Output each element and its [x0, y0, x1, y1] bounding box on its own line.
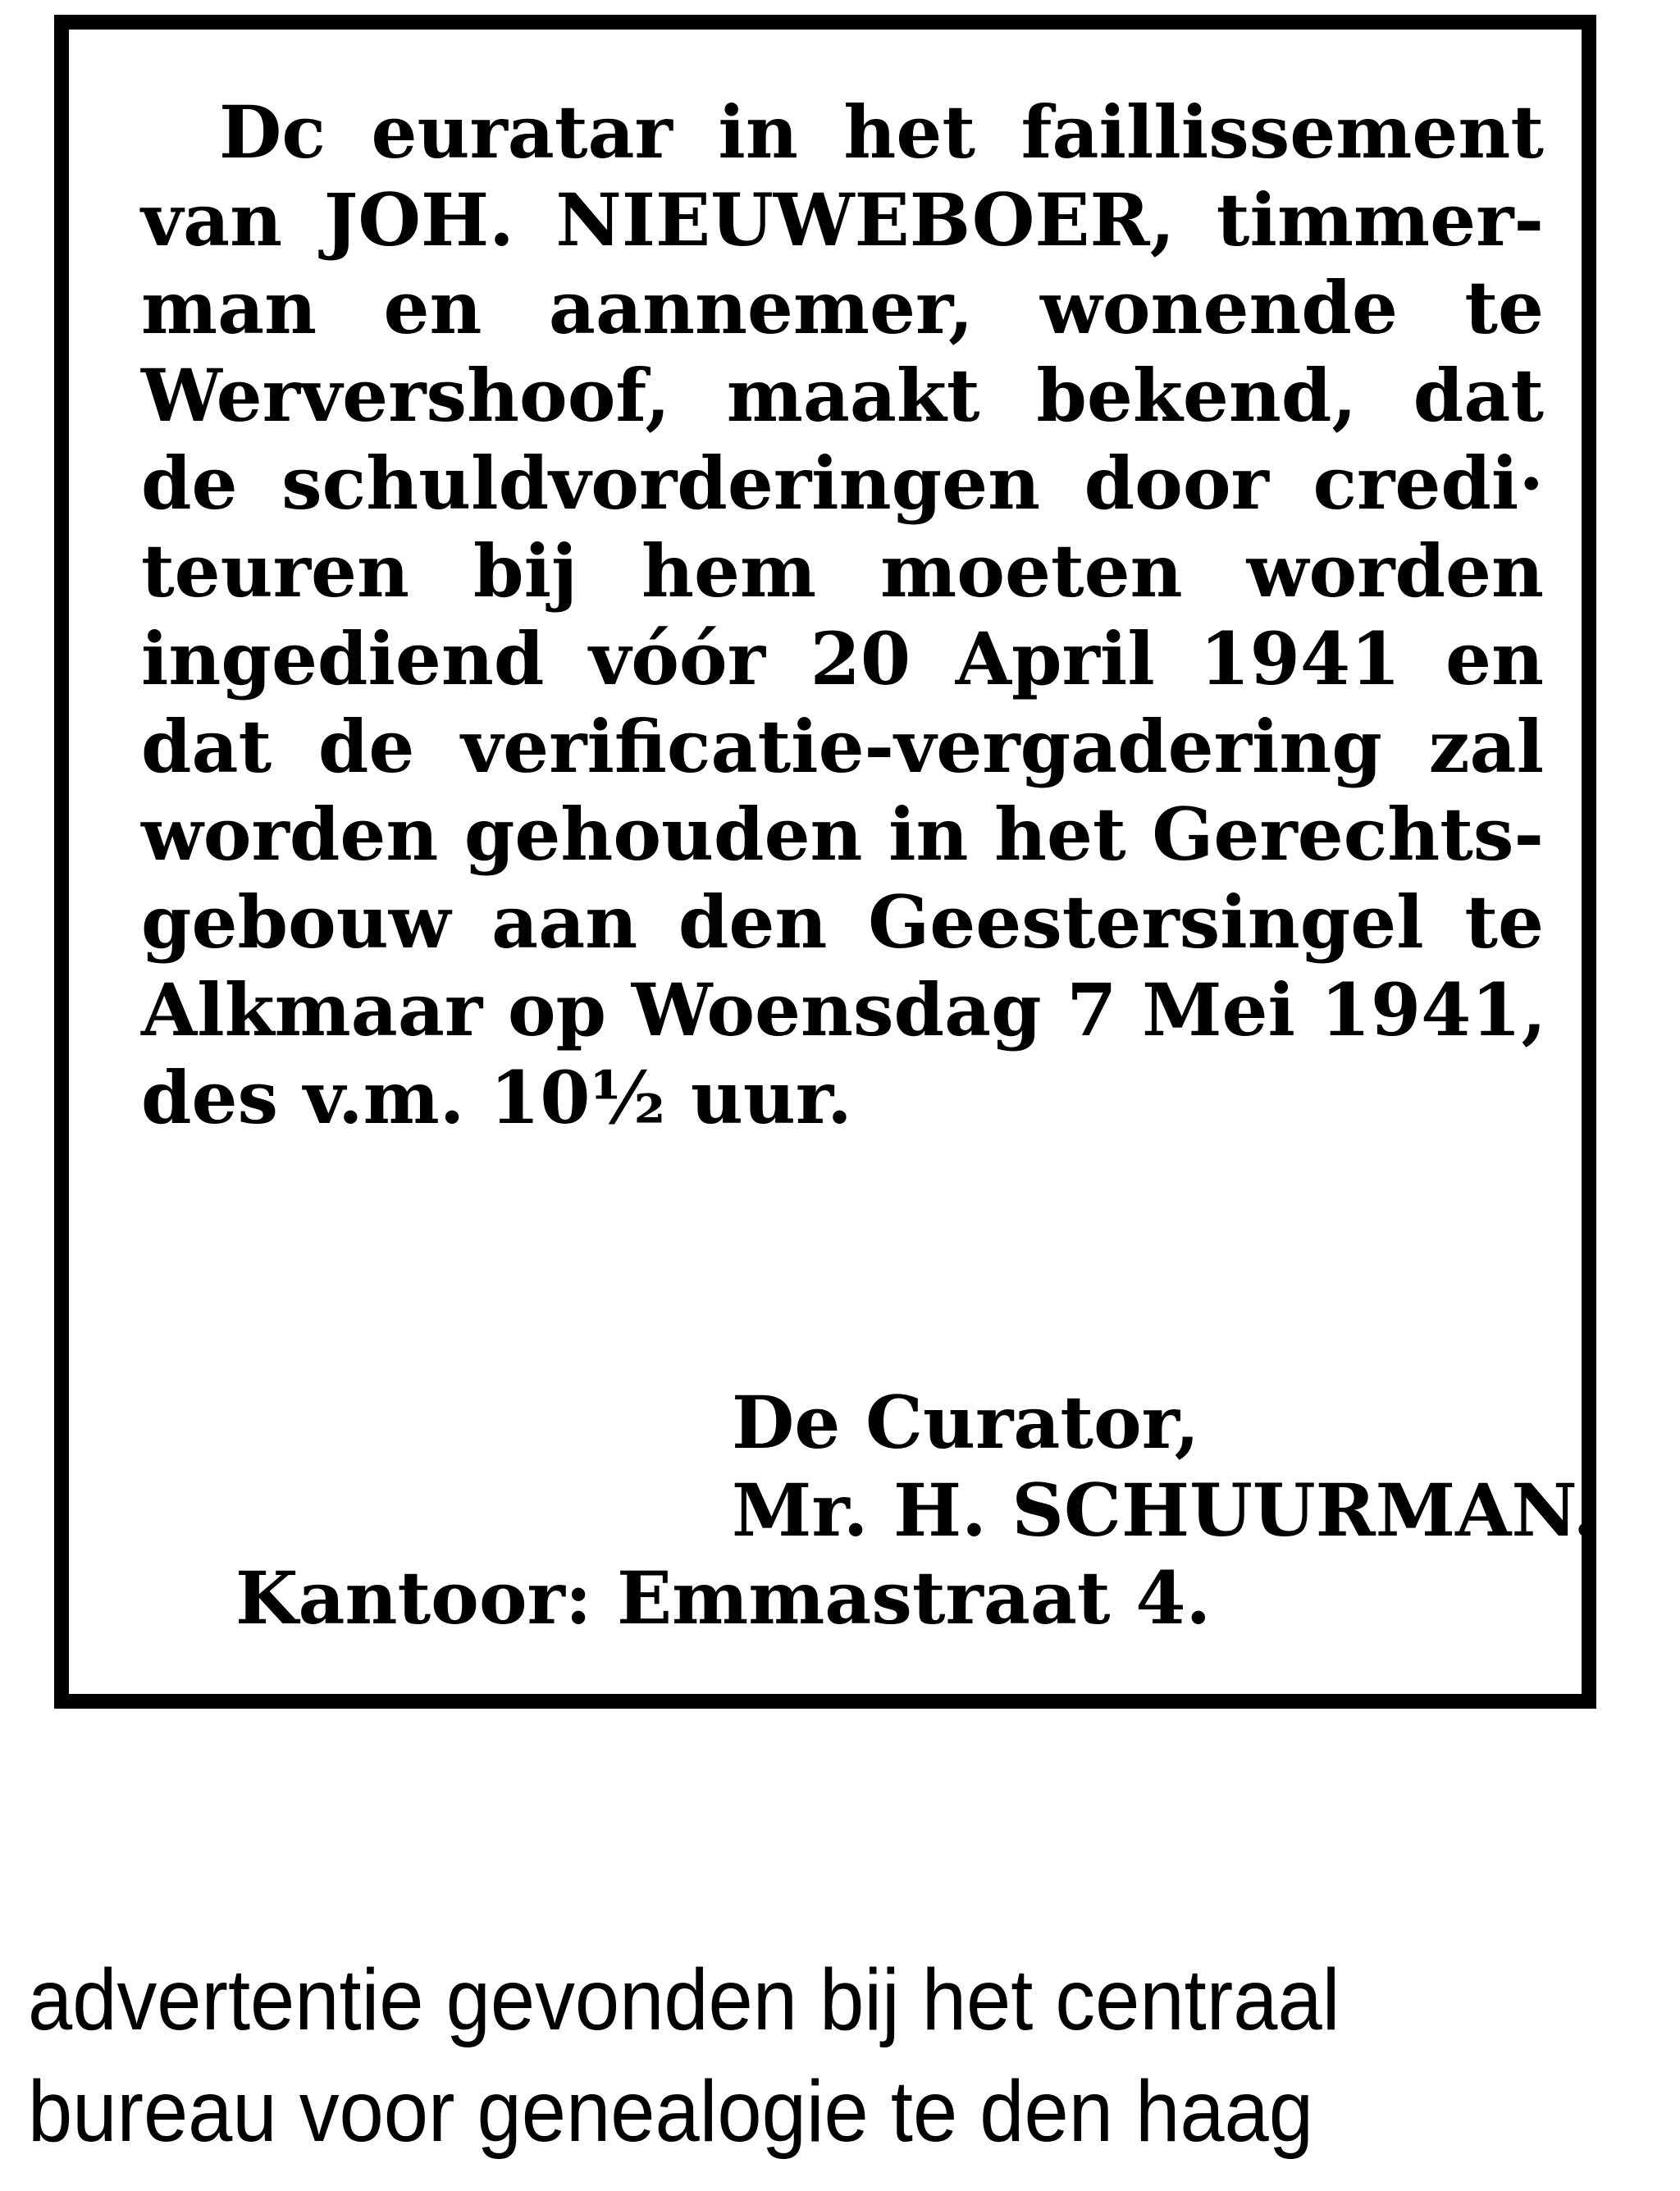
notice-signature [141, 1379, 1598, 1642]
notice-line: van JOH. NIEUWEBOER, timmer- [141, 177, 1544, 262]
caption-line: bureau voor genealogie te den haag [28, 2063, 1314, 2160]
notice-line: ingediend vóór 20 April 1941 en [141, 616, 1544, 701]
notice-line: gebouw aan den Geestersingel te [141, 879, 1544, 965]
caption [28, 1944, 1530, 2167]
notice-line: des v.m. 10½ uur. [141, 1055, 852, 1140]
notice-line: man en aannemer, wonende te [141, 265, 1544, 350]
caption-line: advertentie gevonden bij het centraal [28, 1951, 1340, 2048]
notice-line: de schuldvorderingen door credi· [141, 440, 1544, 526]
notice-line: Wervershoof, maakt bekend, dat [141, 353, 1544, 438]
notice-line: teuren bij hem moeten worden [141, 528, 1544, 614]
notice-line: worden gehouden in het Gerechts- [141, 792, 1544, 877]
notice-line: dat de verificatie-vergadering zal [141, 704, 1544, 789]
signature-name: Mr. H. SCHUURMAN. [732, 1468, 1598, 1553]
notice-line: Dc euratar in het faillissement [219, 89, 1544, 175]
notice-line: Alkmaar op Woensdag 7 Mei 1941, [141, 967, 1547, 1052]
signature-title: De Curator, [732, 1380, 1200, 1465]
newspaper-notice [54, 15, 1596, 1709]
signature-office: Kantoor: Emmastraat 4. [235, 1555, 1212, 1641]
notice-body [141, 89, 1547, 1142]
